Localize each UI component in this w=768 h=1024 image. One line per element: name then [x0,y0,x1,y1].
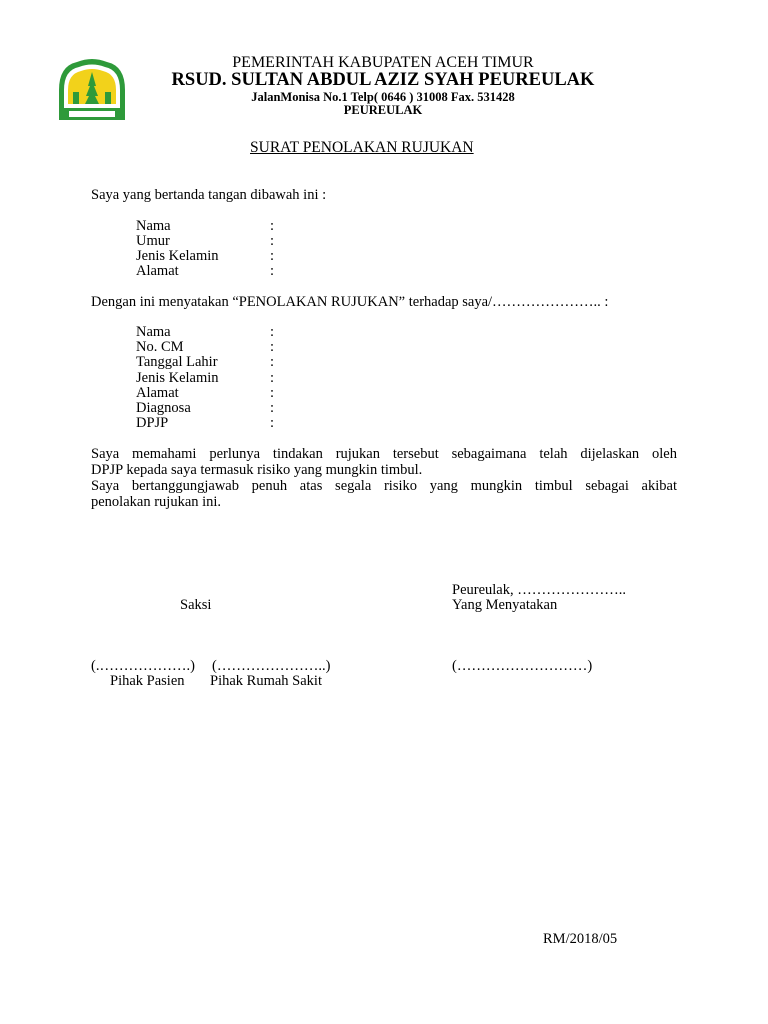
document-title: SURAT PENOLAKAN RUJUKAN [250,139,474,156]
paragraph-line: Saya bertanggungjawab penuh atas segala risiko yang mungkin timbul sebagai akibat [91,478,677,494]
field-colon: : [270,248,275,264]
header-hospital-name: RSUD. SULTAN ABDUL AZIZ SYAH PEUREULAK [171,70,595,90]
field-label-umur: Umur [136,233,170,249]
hospital-logo [55,56,129,122]
field-colon: : [270,415,275,431]
intro-text: Saya yang bertanda tangan dibawah ini : [91,187,327,203]
signature-line-declarant: (………………………) [452,658,593,674]
field-colon: : [270,339,275,355]
field-label-diagnosa: Diagnosa [136,400,191,416]
witness-label: Saksi [180,597,212,613]
field-label-nama: Nama [136,324,171,340]
header-government: PEMERINTAH KABUPATEN ACEH TIMUR [232,54,534,71]
field-label-no-cm: No. CM [136,339,184,355]
field-colon: : [270,370,275,386]
field-label-jenis-kelamin: Jenis Kelamin [136,248,219,264]
role-patient: Pihak Pasien [110,673,185,689]
header-city: PEUREULAK [343,103,423,117]
field-label-jenis-kelamin: Jenis Kelamin [136,370,219,386]
field-colon: : [270,385,275,401]
paragraph-line: Saya memahami perlunya tindakan rujukan tersebut sebagaimana telah dijelaskan oleh [91,446,677,462]
field-label-tanggal-lahir: Tanggal Lahir [136,354,218,370]
statement-text: Dengan ini menyatakan “PENOLAKAN RUJUKAN” terhadap saya/………………….. : [91,294,609,310]
field-label-alamat: Alamat [136,263,179,279]
field-colon: : [270,263,275,279]
declarant-label: Yang Menyatakan [452,597,558,613]
field-label-alamat: Alamat [136,385,179,401]
signature-line-patient: (.……………….) [91,658,195,674]
paragraph-line: DPJP kepada saya termasuk risiko yang mungkin timbul. [91,462,423,478]
paragraph-line: penolakan rujukan ini. [91,494,222,510]
signature-line-hospital: (…………………..) [212,658,331,674]
field-label-nama: Nama [136,218,171,234]
field-colon: : [270,400,275,416]
field-colon: : [270,218,275,234]
place-date: Peureulak, ………………….. [452,582,626,598]
role-hospital: Pihak Rumah Sakit [210,673,322,689]
header-address: JalanMonisa No.1 Telp( 0646 ) 31008 Fax. 531428 [251,90,515,104]
consent-paragraph [91,446,677,510]
field-label-dpjp: DPJP [136,415,169,431]
document-code: RM/2018/05 [543,931,618,947]
field-colon: : [270,354,275,370]
field-colon: : [270,324,275,340]
field-colon: : [270,233,275,249]
